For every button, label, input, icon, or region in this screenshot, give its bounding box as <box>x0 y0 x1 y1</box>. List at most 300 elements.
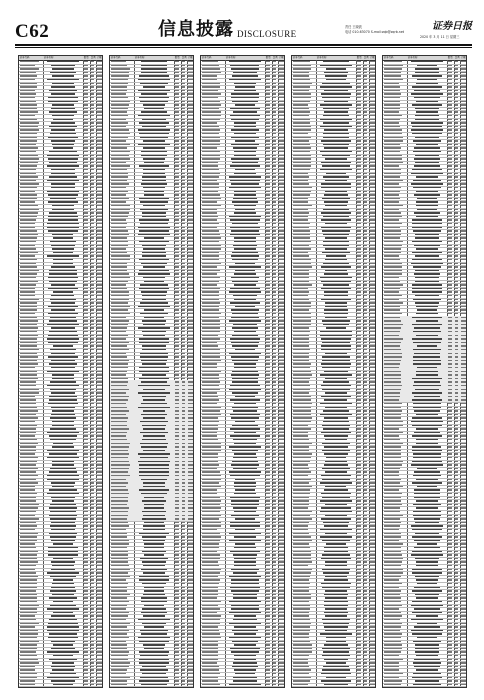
table-cell <box>273 61 276 62</box>
table-cell <box>111 608 126 609</box>
table-cell <box>416 374 439 375</box>
table-cell <box>188 489 193 490</box>
table-cell <box>202 155 220 156</box>
table-cell <box>414 245 440 246</box>
table-cell <box>416 479 439 480</box>
table-cell <box>229 187 261 188</box>
table-cell <box>461 111 466 112</box>
table-cell <box>455 439 458 440</box>
table-cell <box>455 374 458 375</box>
table-cell <box>84 137 88 138</box>
table-cell <box>91 277 94 278</box>
table-cell <box>273 450 276 451</box>
table-cell <box>357 421 361 422</box>
table-cell <box>364 205 367 206</box>
table-cell <box>364 623 367 624</box>
table-cell <box>357 403 361 404</box>
table-cell <box>266 281 270 282</box>
table-cell <box>370 137 375 138</box>
table-cell <box>455 302 458 303</box>
table-cell <box>234 443 255 444</box>
table-cell <box>143 540 164 541</box>
table-cell <box>175 659 179 660</box>
table-cell <box>448 453 452 454</box>
table-cell <box>202 522 220 523</box>
table-cell <box>97 349 102 350</box>
table-cell <box>321 187 351 188</box>
table-cell <box>182 446 185 447</box>
table-cell <box>455 493 458 494</box>
table-cell <box>235 306 255 307</box>
table-header-cell: 证券名称 <box>407 56 418 59</box>
table-cell <box>144 587 165 588</box>
table-cell <box>111 651 129 652</box>
table-cell <box>279 288 284 289</box>
table-cell <box>97 374 102 375</box>
table-cell <box>182 525 185 526</box>
table-cell <box>91 626 94 627</box>
table-cell <box>188 497 193 498</box>
table-cell <box>202 453 218 454</box>
table-cell <box>20 522 36 523</box>
table-cell <box>20 641 39 642</box>
table-cell <box>142 551 166 552</box>
table-cell <box>461 313 466 314</box>
table-cell <box>175 302 179 303</box>
table-cell <box>273 529 276 530</box>
table-cell <box>461 435 466 436</box>
table-cell <box>188 223 193 224</box>
table-cell <box>97 396 102 397</box>
table-cell <box>175 464 179 465</box>
table-cell <box>413 511 441 512</box>
table-cell <box>111 443 129 444</box>
table-cell <box>412 446 441 447</box>
table-cell <box>202 489 217 490</box>
table-cell <box>266 79 270 80</box>
table-cell <box>111 86 126 87</box>
table-cell <box>357 299 361 300</box>
table-cell <box>364 565 367 566</box>
table-cell <box>111 216 127 217</box>
table-cell <box>364 608 367 609</box>
table-cell <box>384 259 400 260</box>
table-cell <box>111 529 126 530</box>
table-cell <box>384 432 403 433</box>
table-cell <box>273 284 276 285</box>
table-cell <box>91 342 94 343</box>
table-cell <box>143 104 164 105</box>
table-cell <box>84 417 88 418</box>
table-cell <box>266 450 270 451</box>
table-cell <box>322 367 350 368</box>
table-cell <box>202 97 217 98</box>
table-cell <box>325 504 346 505</box>
table-cell <box>48 97 79 98</box>
table-cell <box>182 108 185 109</box>
table-cell <box>231 317 259 318</box>
table-cell <box>384 75 401 76</box>
table-cell <box>91 594 94 595</box>
table-cell <box>461 205 466 206</box>
table-cell <box>273 608 276 609</box>
table-cell <box>175 565 179 566</box>
date-line: 2020 年 3 月 11 日 星期三 <box>420 35 460 39</box>
table-cell <box>231 230 259 231</box>
table-cell <box>320 414 352 415</box>
table-cell <box>370 338 375 339</box>
table-cell <box>370 342 375 343</box>
table-cell <box>48 342 78 343</box>
table-cell <box>461 122 466 123</box>
table-cell <box>273 93 276 94</box>
table-cell <box>49 273 77 274</box>
table-cell <box>461 198 466 199</box>
table-cell <box>97 684 102 685</box>
table-cell <box>448 248 452 249</box>
table-cell <box>384 270 401 271</box>
table-cell <box>364 331 367 332</box>
table-cell <box>139 641 169 642</box>
table-cell <box>84 504 88 505</box>
table-cell <box>370 277 375 278</box>
table-cell <box>461 461 466 462</box>
table-cell <box>182 385 185 386</box>
table-cell <box>384 443 403 444</box>
table-cell <box>84 119 88 120</box>
table-cell <box>279 299 284 300</box>
table-cell <box>91 479 94 480</box>
table-cell <box>364 677 367 678</box>
table-cell <box>20 399 35 400</box>
table-cell <box>273 291 276 292</box>
table-cell <box>20 673 37 674</box>
table-cell <box>91 464 94 465</box>
table-cell <box>188 288 193 289</box>
table-cell <box>111 245 128 246</box>
table-cell <box>273 122 276 123</box>
table-cell <box>293 453 311 454</box>
table-cell <box>357 439 361 440</box>
table-cell <box>144 605 165 606</box>
table-cell <box>230 302 260 303</box>
table-cell <box>175 677 179 678</box>
table-cell <box>364 173 367 174</box>
table-cell <box>175 396 179 397</box>
table-cell <box>293 608 310 609</box>
table-cell <box>455 417 458 418</box>
table-cell <box>357 543 361 544</box>
table-cell <box>97 414 102 415</box>
table-cell <box>321 227 351 228</box>
table-cell <box>357 450 361 451</box>
table-cell <box>188 583 193 584</box>
table-cell <box>364 263 367 264</box>
table-cell <box>188 551 193 552</box>
table-cell <box>175 518 179 519</box>
table-cell <box>273 137 276 138</box>
table-cell <box>321 475 350 476</box>
table-cell <box>53 252 74 253</box>
table-cell <box>202 587 218 588</box>
table-cell <box>97 223 102 224</box>
table-cell <box>273 205 276 206</box>
table-cell <box>364 410 367 411</box>
table-cell <box>370 201 375 202</box>
table-cell <box>279 540 284 541</box>
table-cell <box>412 288 443 289</box>
table-cell <box>273 626 276 627</box>
table-cell <box>370 111 375 112</box>
table-cell <box>111 464 130 465</box>
table-cell <box>97 641 102 642</box>
table-cell <box>370 219 375 220</box>
table-cell <box>97 205 102 206</box>
table-cell <box>139 338 170 339</box>
table-cell <box>202 104 220 105</box>
table-cell <box>182 65 185 66</box>
table-cell <box>273 432 276 433</box>
table-cell <box>182 666 185 667</box>
table-cell <box>84 234 88 235</box>
table-cell <box>293 140 309 141</box>
table-cell <box>266 605 270 606</box>
table-cell <box>20 450 36 451</box>
table-cell <box>364 515 367 516</box>
table-cell <box>138 115 170 116</box>
table-cell <box>111 669 127 670</box>
table-cell <box>91 378 94 379</box>
table-cell <box>20 486 35 487</box>
table-cell <box>370 464 375 465</box>
table-cell <box>461 68 466 69</box>
table-cell <box>143 173 166 174</box>
table-cell <box>461 381 466 382</box>
table-cell <box>91 450 94 451</box>
table-cell <box>91 522 94 523</box>
table-cell <box>20 205 38 206</box>
table-cell <box>91 605 94 606</box>
table-cell <box>91 421 94 422</box>
table-cell <box>97 252 102 253</box>
table-cell <box>321 219 350 220</box>
table-cell <box>182 230 185 231</box>
table-cell <box>384 367 399 368</box>
table-cell <box>293 435 308 436</box>
table-cell <box>455 468 458 469</box>
table-cell <box>293 536 311 537</box>
table-cell <box>364 407 367 408</box>
table-cell <box>182 597 185 598</box>
table-cell <box>364 342 367 343</box>
table-cell <box>293 313 311 314</box>
table-cell <box>111 291 129 292</box>
table-cell <box>357 684 361 685</box>
table-cell <box>182 374 185 375</box>
table-cell <box>266 421 270 422</box>
table-cell <box>357 417 361 418</box>
table-cell <box>266 392 270 393</box>
table-cell <box>293 619 310 620</box>
table-cell <box>175 291 179 292</box>
table-cell <box>91 335 94 336</box>
table-cell <box>142 119 166 120</box>
table-cell <box>84 374 88 375</box>
table-row <box>19 683 102 688</box>
table-cell <box>293 65 311 66</box>
table-cell <box>84 633 88 634</box>
table-cell <box>20 507 38 508</box>
table-cell <box>91 169 94 170</box>
table-cell <box>357 515 361 516</box>
table-cell <box>357 144 361 145</box>
table-cell <box>182 579 185 580</box>
table-cell <box>84 356 88 357</box>
table-cell <box>140 223 169 224</box>
table-cell <box>325 180 347 181</box>
table-cell <box>461 306 466 307</box>
table-cell <box>20 266 36 267</box>
table-cell <box>266 187 270 188</box>
table-cell <box>20 601 37 602</box>
table-cell <box>182 327 185 328</box>
table-cell <box>384 237 400 238</box>
table-cell <box>384 273 401 274</box>
table-cell <box>461 479 466 480</box>
table-cell <box>20 219 35 220</box>
table-cell <box>84 619 88 620</box>
table-cell <box>20 115 35 116</box>
table-cell <box>230 428 260 429</box>
table-cell <box>273 468 276 469</box>
table-cell <box>182 594 185 595</box>
table-cell <box>188 543 193 544</box>
table-cell <box>320 536 352 537</box>
table-cell <box>232 392 259 393</box>
table-cell <box>357 471 361 472</box>
table-cell <box>202 198 221 199</box>
table-cell <box>141 65 168 66</box>
table-cell <box>461 421 466 422</box>
table-cell <box>231 119 259 120</box>
table-cell <box>111 511 128 512</box>
table-cell <box>142 299 166 300</box>
table-cell <box>293 590 309 591</box>
table-cell <box>357 140 361 141</box>
table-cell <box>188 464 193 465</box>
table-cell <box>455 381 458 382</box>
table-cell <box>84 367 88 368</box>
table-cell <box>231 651 259 652</box>
table-cell <box>202 108 218 109</box>
table-cell <box>91 619 94 620</box>
table-cell <box>188 68 193 69</box>
table-cell <box>461 471 466 472</box>
table-cell <box>364 381 367 382</box>
table-cell <box>412 425 442 426</box>
table-cell <box>91 543 94 544</box>
table-cell <box>202 536 221 537</box>
table-cell <box>448 111 452 112</box>
table-cell <box>20 227 35 228</box>
table-cell <box>293 533 308 534</box>
table-cell <box>97 439 102 440</box>
table-cell <box>91 680 94 681</box>
table-cell <box>384 90 400 91</box>
table-cell <box>84 140 88 141</box>
table-cell <box>448 165 452 166</box>
table-cell <box>293 270 309 271</box>
table-cell <box>461 356 466 357</box>
table-cell <box>370 446 375 447</box>
table-cell <box>266 129 270 130</box>
table-cell <box>266 497 270 498</box>
table-cell <box>141 597 167 598</box>
table-cell <box>91 630 94 631</box>
table-cell <box>293 587 309 588</box>
table-cell <box>202 356 220 357</box>
table-cell <box>182 601 185 602</box>
table-cell <box>322 97 350 98</box>
table-cell <box>293 223 310 224</box>
table-cell <box>384 277 399 278</box>
table-cell <box>143 644 164 645</box>
table-cell <box>448 93 452 94</box>
table-cell <box>273 666 276 667</box>
table-cell <box>266 475 270 476</box>
table-cell <box>202 299 219 300</box>
table-cell <box>364 464 367 465</box>
table-cell <box>175 417 179 418</box>
table-cell <box>357 245 361 246</box>
table-cell <box>91 183 94 184</box>
table-cell <box>279 356 284 357</box>
table-cell <box>370 587 375 588</box>
table-cell <box>91 259 94 260</box>
table-cell <box>411 61 443 62</box>
table-cell <box>91 281 94 282</box>
table-cell <box>413 349 441 350</box>
table-cell <box>370 68 375 69</box>
table-cell <box>364 108 367 109</box>
table-cell <box>324 446 348 447</box>
table-cell <box>20 151 36 152</box>
table-cell <box>139 97 169 98</box>
table-cell <box>384 342 400 343</box>
table-cell <box>182 637 185 638</box>
table-cell <box>84 651 88 652</box>
table-cell <box>370 349 375 350</box>
table-cell <box>234 403 257 404</box>
table-cell <box>357 680 361 681</box>
table-cell <box>175 392 179 393</box>
table-cell <box>202 245 220 246</box>
table-cell <box>84 641 88 642</box>
table-cell <box>188 594 193 595</box>
table-cell <box>202 353 219 354</box>
table-cell <box>323 284 349 285</box>
table-cell <box>455 363 458 364</box>
table-cell <box>202 525 221 526</box>
table-cell <box>235 673 255 674</box>
table-cell <box>273 223 276 224</box>
table-cell <box>182 504 185 505</box>
table-cell <box>20 68 39 69</box>
table-cell <box>111 518 127 519</box>
table-cell <box>416 306 438 307</box>
table-cell <box>50 605 75 606</box>
table-cell <box>455 360 458 361</box>
